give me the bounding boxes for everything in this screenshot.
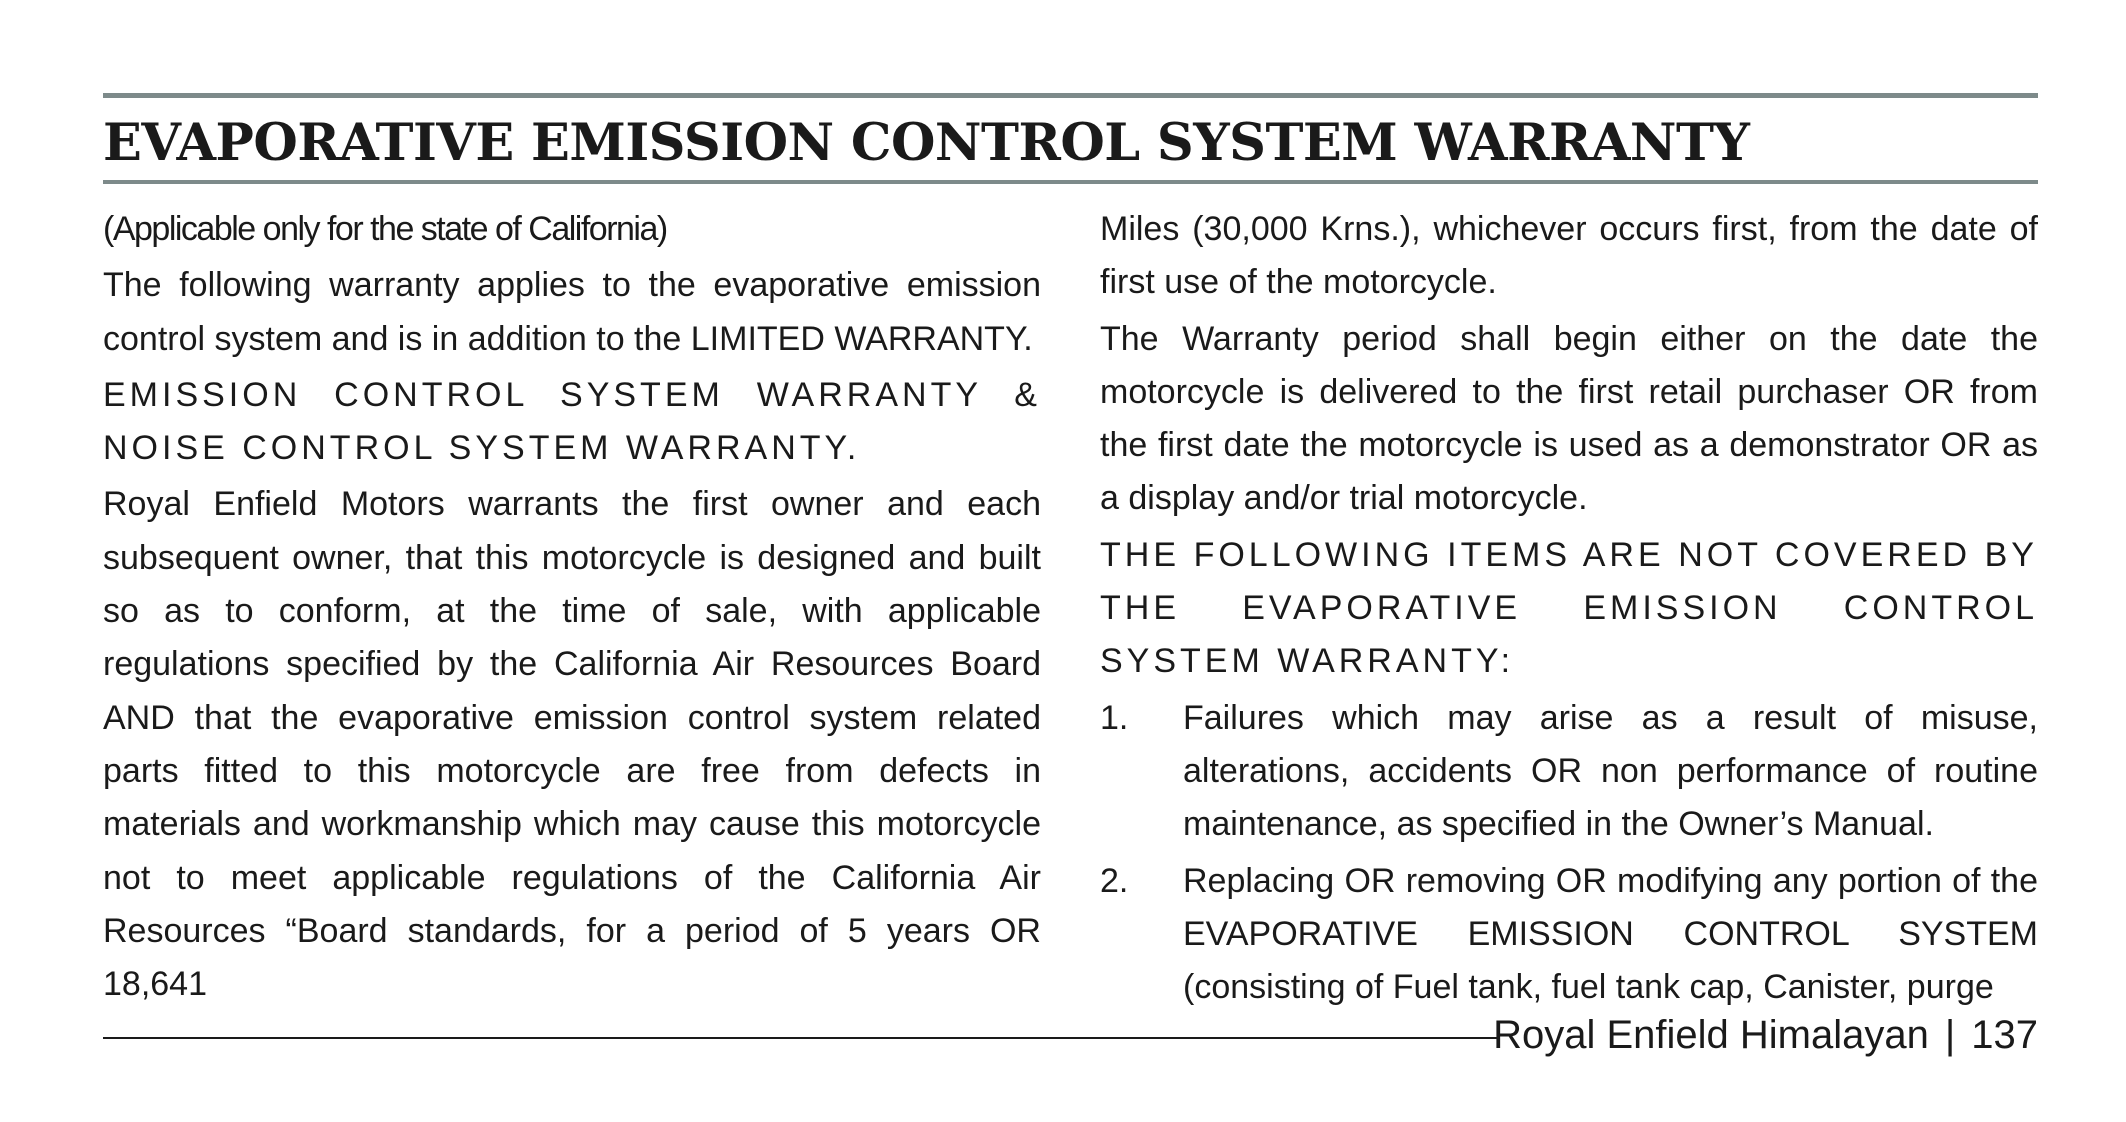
page-title: EVAPORATIVE EMISSION CONTROL SYSTEM WARRANTY	[103, 113, 1750, 173]
left-column	[103, 203, 1041, 1014]
warranty-terms-paragraph: Royal Enfield Motors warrants the first owner and each subsequent owner, that this motorcycle is designed and built so as to conform, at the time of sale, with applicable regulations specified by the California Air Resources Board AND that the evaporative emission control system related parts fitted to this motorcycle are free from defects in materials and workmanship which may cause this motorcycle not to meet applicable regulations of the California Air Resources “Board standards, for a period of 5 years OR 18,641	[103, 485, 1041, 1004]
list-item-number: 2.	[1100, 861, 1129, 900]
footer-rule	[103, 1037, 1498, 1039]
warranty-terms-continued: Miles (30,000 Krns.), whichever occurs first, from the date of first use of the motorcycle.	[1100, 210, 2038, 302]
list-item-text: Replacing OR removing OR modifying any portion of the EVAPORATIVE EMISSION CONTROL SYSTEM (consisting of Fuel tank, fuel tank cap, Canister, purge	[1183, 861, 2038, 1007]
top-rule	[103, 93, 2038, 98]
book-title: Royal Enfield Himalayan	[1493, 1012, 1929, 1057]
applicability-note: (Applicable only for the state of California)	[103, 210, 667, 248]
warranty-period-paragraph: The Warranty period shall begin either on the date the motorcycle is delivered to the first retail purchaser OR from the first date the motorcycle is used as a demonstrator OR as a display and/or trial motorcycle.	[1100, 319, 2038, 518]
warranty-intro-paragraph: The following warranty applies to the evaporative emission control system and is in addition to the LIMITED WARRANTY.	[103, 266, 1041, 358]
footer-separator: |	[1944, 1012, 1956, 1057]
list-item	[1100, 855, 2038, 1015]
title-rule	[103, 180, 2038, 184]
exclusions-heading: THE FOLLOWING ITEMS ARE NOT COVERED BY THE EVAPORATIVE EMISSION CONTROL SYSTEM WARRANTY:	[1100, 535, 2038, 681]
warranty-type-heading: EMISSION CONTROL SYSTEM WARRANTY & NOISE CONTROL SYSTEM WARRANTY.	[103, 375, 1041, 468]
list-item-text: Failures which may arise as a result of misuse, alterations, accidents OR non performance of routine maintenance, as specified in the Owner’s Manual.	[1183, 698, 2038, 844]
list-item	[1100, 692, 2038, 852]
page-number: 137	[1971, 1012, 2038, 1057]
right-column	[1100, 203, 2038, 1017]
page-footer	[1493, 1005, 2038, 1065]
list-item-number: 1.	[1100, 698, 1129, 737]
